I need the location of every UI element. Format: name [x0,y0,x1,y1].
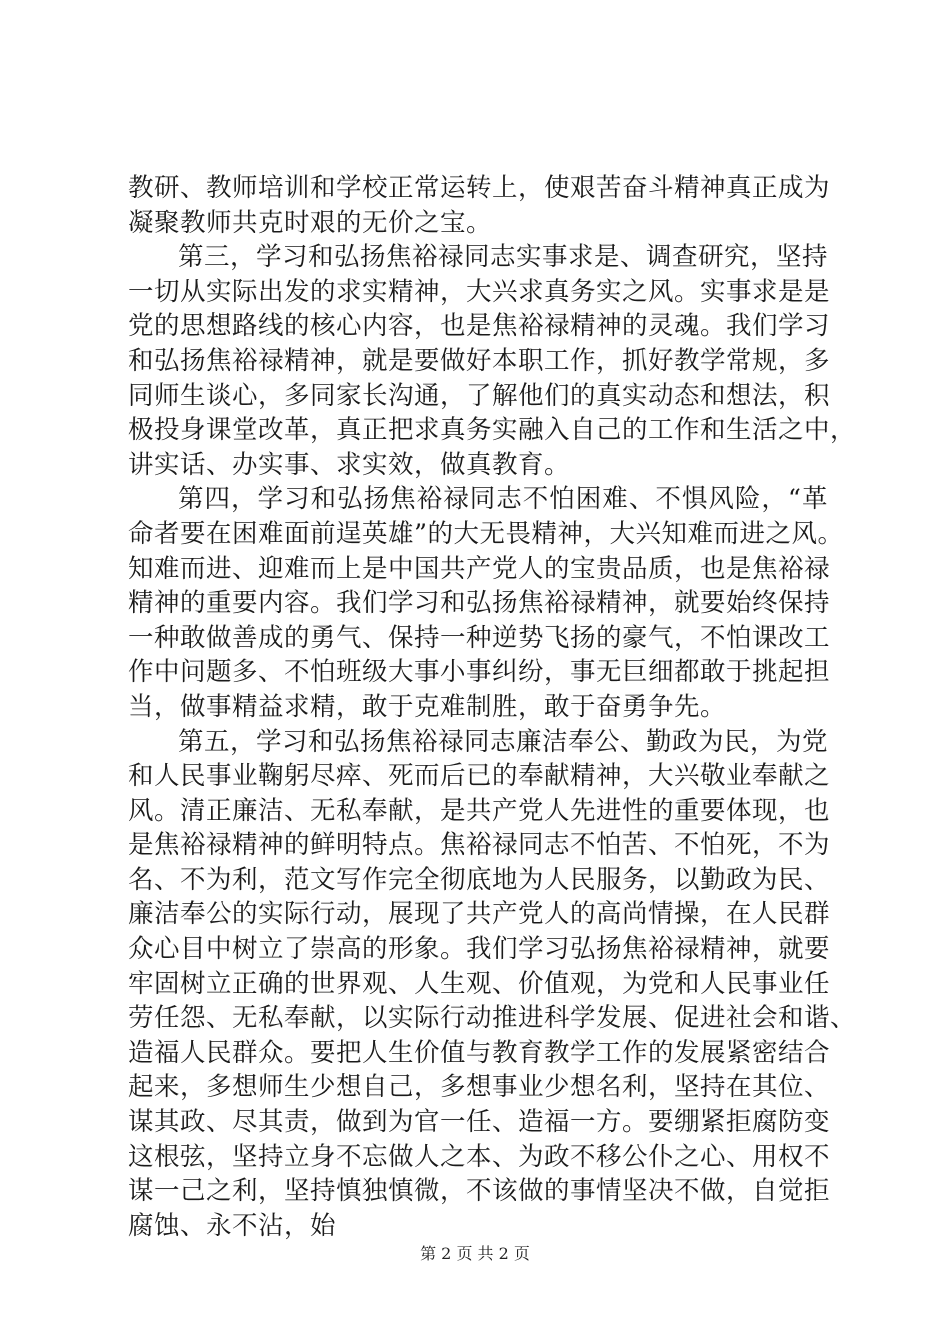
text-line: 作中问题多、不怕班级大事小事纠纷，事无巨细都敢于挑起担 [128,657,831,688]
text-line: 精神的重要内容。我们学习和弘扬焦裕禄精神，就要始终保持 [128,588,831,619]
page-footer: 第 2 页 共 2 页 [420,1244,530,1263]
text-line: 教研、教师培训和学校正常运转上，使艰苦奋斗精神真正成为 [128,173,831,203]
text-line: 同师生谈心，多同家长沟通，了解他们的真实动态和想法，积 [128,380,831,411]
text-line: 名、不为利，范文写作完全彻底地为人民服务，以勤政为民、 [128,864,831,895]
text-line: 风。清正廉洁、无私奉献，是共产党人先进性的重要体现，也 [128,795,831,826]
text-line: 极投身课堂改革，真正把求真务实融入自己的工作和生活之中， [128,415,857,446]
text-line: 一种敢做善成的勇气、保持一种逆势飞扬的豪气，不怕课改工 [128,622,831,653]
text-line: 命者要在困难面前逞英雄”的大无畏精神，大兴知难而进之风。 [128,518,844,549]
text-line: 知难而进、迎难而上是中国共产党人的宝贵品质，也是焦裕禄 [128,553,831,584]
text-line: 和人民事业鞠躬尽瘁、死而后已的奉献精神，大兴敬业奉献之 [128,761,831,792]
document-body [128,171,857,1243]
text-line: 牢固树立正确的世界观、人生观、价值观，为党和人民事业任 [128,968,831,999]
text-line: 党的思想路线的核心内容，也是焦裕禄精神的灵魂。我们学习 [128,311,831,342]
text-line: 廉洁奉公的实际行动，展现了共产党人的高尚情操，在人民群 [128,899,831,930]
text-line: 当，做事精益求精，敢于克难制胜，敢于奋勇争先。 [128,691,727,722]
text-line: 是焦裕禄精神的鲜明特点。焦裕禄同志不怕苦、不怕死，不为 [128,830,831,861]
text-line: 讲实话、办实事、求实效，做真教育。 [128,449,571,480]
text-line: 一切从实际出发的求实精神，大兴求真务实之风。实事求是是 [128,276,831,307]
text-line: 造福人民群众。要把人生价值与教育教学工作的发展紧密结合 [128,1037,831,1068]
text-line: 和弘扬焦裕禄精神，就是要做好本职工作，抓好教学常规，多 [128,345,831,376]
paragraph-first-line: 第五，学习和弘扬焦裕禄同志廉洁奉公、勤政为民，为党 [178,726,829,757]
text-line: 众心目中树立了崇高的形象。我们学习弘扬焦裕禄精神，就要 [128,934,831,965]
text-line: 起来，多想师生少想自己，多想事业少想名利，坚持在其位、 [128,1072,831,1103]
text-line: 腐蚀、永不沾，始 [128,1210,337,1241]
text-line: 凝聚教师共克时艰的无价之宝。 [128,207,493,238]
paragraph-first-line: 第四，学习和弘扬焦裕禄同志不怕困难、不惧风险，“革 [178,484,828,515]
text-line: 谋一己之利，坚持慎独慎微，不该做的事情坚决不做，自觉拒 [128,1176,831,1207]
text-line: 这根弦，坚持立身不忘做人之本、为政不移公仆之心、用权不 [128,1141,831,1172]
text-line: 谋其政、尽其责，做到为官一任、造福一方。要绷紧拒腐防变 [128,1107,831,1138]
paragraph-first-line: 第三，学习和弘扬焦裕禄同志实事求是、调查研究，坚持 [178,242,829,273]
text-line: 劳任怨、无私奉献，以实际行动推进科学发展、促进社会和谐、 [128,1003,857,1034]
